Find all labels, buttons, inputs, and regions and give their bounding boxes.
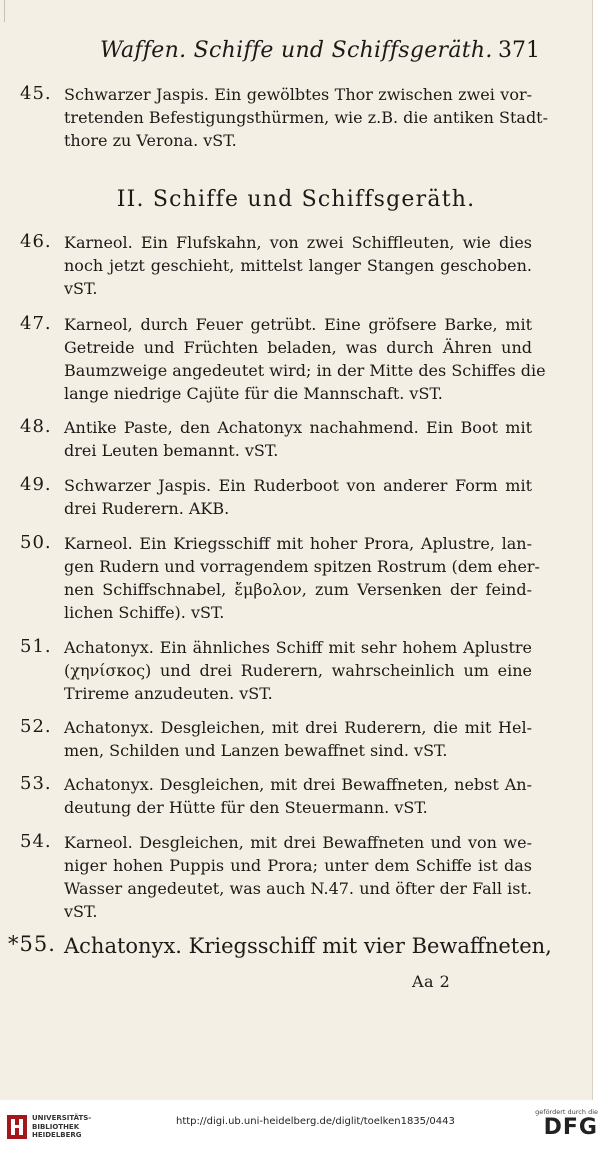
library-logo-text: [32, 1114, 91, 1140]
entry-line: lange niedrige Cajüte für die Mannschaft. vST.: [64, 384, 443, 403]
entry-number: 51.: [20, 636, 52, 657]
entry-line: Karneol. Ein Kriegsschiff mit hoher Prora, Aplustre, lan-: [64, 534, 532, 553]
entry-line: Antike Paste, den Achatonyx nachahmend. Ein Boot mit: [64, 418, 532, 437]
entry-text: [64, 773, 532, 819]
entry-line: tretenden Befestigungsthürmen, wie z.B. die antiken Stadt-: [64, 108, 549, 127]
permalink-url[interactable]: http://digi.ub.uni-heidelberg.de/diglit/toelken1835/0443: [176, 1116, 455, 1127]
entry-line: Achatonyx. Ein ähnliches Schiff mit sehr hohem Aplustre: [64, 638, 532, 657]
entry-line: Baumzweige angedeutet wird; in der Mitte des Schiffes die: [64, 361, 546, 380]
entry-line: men, Schilden und Lanzen bewaffnet sind. vST.: [64, 741, 448, 760]
entry-text: [64, 532, 540, 624]
entry-text: [64, 474, 532, 520]
footer-bar: [0, 1104, 606, 1149]
entry-line: thore zu Verona. vST.: [64, 131, 237, 150]
signature-mark: Aa 2: [412, 972, 451, 991]
logo-text-line: BIBLIOTHEK: [32, 1122, 80, 1131]
running-head: [100, 38, 540, 68]
entry-number: 48.: [20, 416, 52, 437]
section-heading: II. Schiffe und Schiffsgeräth.: [116, 187, 476, 212]
entry-line: Trireme anzudeuten. vST.: [64, 684, 273, 703]
sponsor-text: gefördert durch die: [535, 1108, 598, 1116]
entry-line: Schwarzer Jaspis. Ein Ruderboot von anderer Form mit: [64, 476, 532, 495]
logo-text-line: HEIDELBERG: [32, 1131, 82, 1139]
entry-number: 46.: [20, 231, 52, 252]
entry-text: [64, 83, 549, 152]
entry-line: deutung der Hütte für den Steuermann. vST.: [64, 798, 428, 817]
entry-line: Karneol. Desgleichen, mit drei Bewaffneten und von we-: [64, 833, 532, 852]
entry-line: Achatonyx. Desgleichen, mit drei Bewaffneten, nebst An-: [64, 775, 532, 794]
entry-line: Karneol, durch Feuer getrübt. Eine gröfsere Barke, mit: [64, 315, 532, 334]
entry-line: Schwarzer Jaspis. Ein gewölbtes Thor zwischen zwei vor-: [64, 85, 532, 104]
entry-line: drei Leuten bemannt. vST.: [64, 441, 279, 460]
entry-number: 50.: [20, 532, 52, 553]
entry-line: gen Rudern und vorragendem spitzen Rostrum (dem eher-: [64, 557, 540, 576]
entry-line: Getreide und Früchten beladen, was durch Ähren und: [64, 338, 532, 357]
dfg-logo[interactable]: DFG: [543, 1115, 598, 1140]
entry-line: niger hohen Puppis und Prora; unter dem Schiffe ist das: [64, 856, 532, 875]
entry-line: Wasser angedeutet, was auch N.47. und öfter der Fall ist.: [64, 879, 532, 898]
entry-line: vST.: [64, 279, 98, 298]
sponsor-block: [522, 1108, 598, 1148]
page-number: 371: [498, 38, 540, 63]
entry-text: [64, 416, 532, 462]
entry-text: [64, 716, 532, 762]
entry-line: Achatonyx. Kriegsschiff mit vier Bewaffneten,: [64, 934, 552, 958]
entry-text: [64, 636, 532, 705]
entry-line: (χηνίσκος) und drei Ruderern, wahrscheinlich um eine: [64, 661, 532, 680]
entry-line: lichen Schiffe). vST.: [64, 603, 225, 622]
entry-line: Achatonyx. Desgleichen, mit drei Ruderern, die mit Hel-: [64, 718, 532, 737]
entry-text: [64, 932, 552, 960]
entry-line: nen Schiffschnabel, ἔμβολον, zum Versenken der feind-: [64, 580, 532, 599]
library-logo-icon: [6, 1114, 28, 1140]
entry-number: 52.: [20, 716, 52, 737]
running-title: Waffen. Schiffe und Schiffsgeräth.: [100, 38, 493, 63]
library-logo[interactable]: [6, 1112, 96, 1144]
page-edge-mark: [4, 0, 5, 22]
entry-number: 45.: [20, 83, 52, 104]
entry-line: drei Ruderern. AKB.: [64, 499, 230, 518]
entry-number: 53.: [20, 773, 52, 794]
entry-number: *55.: [8, 932, 56, 956]
entry-text: [64, 231, 532, 300]
entry-text: [64, 831, 532, 923]
entry-line: vST.: [64, 902, 98, 921]
entry-number: 49.: [20, 474, 52, 495]
logo-text-line: UNIVERSITÄTS-: [32, 1114, 92, 1122]
entry-line: Karneol. Ein Flufskahn, von zwei Schiffleuten, wie dies: [64, 233, 532, 252]
entry-text: [64, 313, 546, 405]
entry-number: 47.: [20, 313, 52, 334]
entry-number: 54.: [20, 831, 52, 852]
entry-line: noch jetzt geschieht, mittelst langer Stangen geschoben.: [64, 256, 532, 275]
